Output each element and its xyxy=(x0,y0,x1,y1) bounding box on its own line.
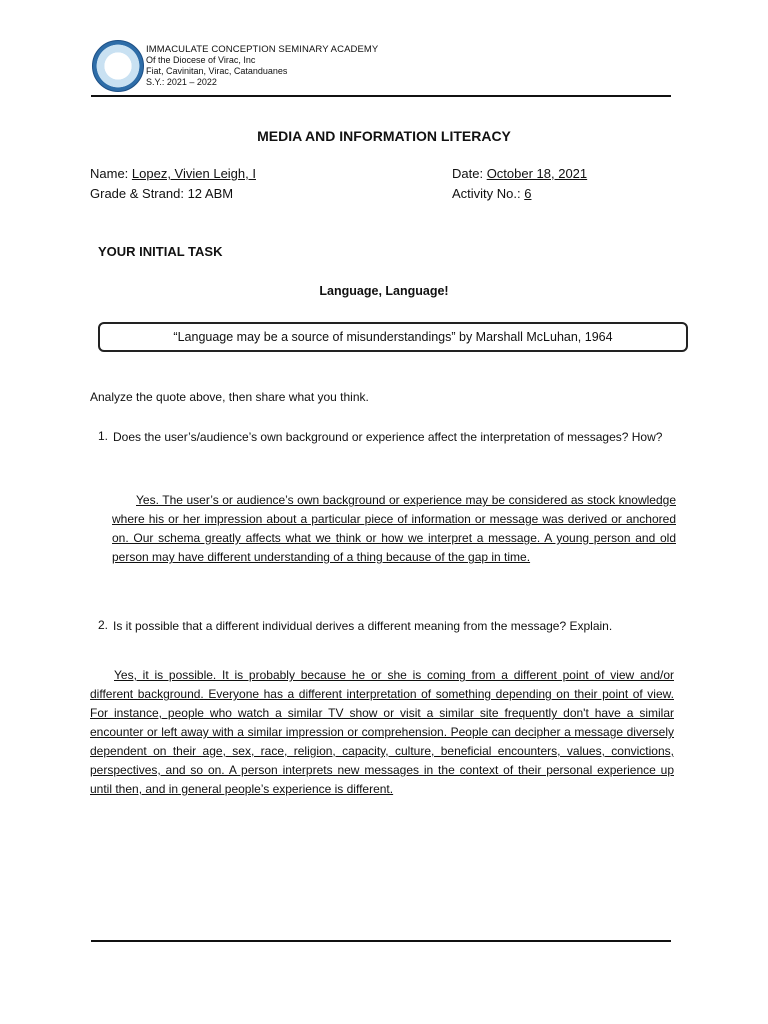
date-value: October 18, 2021 xyxy=(486,166,588,181)
question-2-number: 2. xyxy=(98,618,109,632)
quote-text: “Language may be a source of misunderstandings” by Marshall McLuhan, 1964 xyxy=(173,330,613,344)
grade-line xyxy=(90,186,233,201)
question-2-text: Is it possible that a different individual derives a different meaning from the message? Explain. xyxy=(113,619,613,633)
question-1-text: Does the user’s/audience’s own background or experience affect the interpretation of messages? How? xyxy=(113,430,663,444)
school-header xyxy=(146,44,378,88)
activity-value: 6 xyxy=(524,186,532,201)
name-label: Name: xyxy=(90,166,132,181)
activity-label: Activity No.: xyxy=(452,186,525,201)
quote-box xyxy=(98,322,688,352)
date-line xyxy=(452,166,587,181)
activity-line xyxy=(452,186,531,201)
question-1-number: 1. xyxy=(98,429,109,443)
page-title: MEDIA AND INFORMATION LITERACY xyxy=(257,128,511,144)
footer-divider xyxy=(91,940,671,942)
school-name: IMMACULATE CONCEPTION SEMINARY ACADEMY xyxy=(146,44,379,55)
date-label: Date: xyxy=(452,166,487,181)
answer-1-text: Yes. The user’s or audience’s own background or experience may be considered as stock knowledge where his or her impression about a particular piece of information or message was derived or anchored on. Our schema greatly affects what we think or how we interpret a message. A young person and old person may have different understanding of a thing because of the gap in time. xyxy=(112,493,676,564)
school-year: S.Y.: 2021 – 2022 xyxy=(146,77,217,87)
school-address: Fiat, Cavinitan, Virac, Catanduanes xyxy=(146,66,288,76)
answer-2-text: Yes, it is possible. It is probably because he or she is coming from a different point of view and/or different background. Everyone has a different interpretation of something depending on their point of view. For instance, people who watch a similar TV show or visit a similar site frequently don't have a similar encounter or left away with a similar impression or comprehension. People can decipher a message diversely dependent on their age, sex, race, religion, capacity, culture, beneficial encounters, values, convictions, perspectives, and so on. A person interprets new messages in the context of their personal experience up until then, and in general people’s experience is different. xyxy=(90,668,674,796)
task-heading: YOUR INITIAL TASK xyxy=(98,244,223,259)
header-divider xyxy=(91,95,671,97)
name-value: Lopez, Vivien Leigh, I xyxy=(131,166,256,181)
grade-label: Grade & Strand: xyxy=(90,186,188,201)
grade-value: 12 ABM xyxy=(187,186,234,201)
school-diocese: Of the Diocese of Virac, Inc xyxy=(146,55,256,65)
activity-subtitle: Language, Language! xyxy=(319,284,449,298)
name-line xyxy=(90,166,256,181)
school-logo xyxy=(92,40,144,92)
instruction-text: Analyze the quote above, then share what you think. xyxy=(90,390,369,404)
